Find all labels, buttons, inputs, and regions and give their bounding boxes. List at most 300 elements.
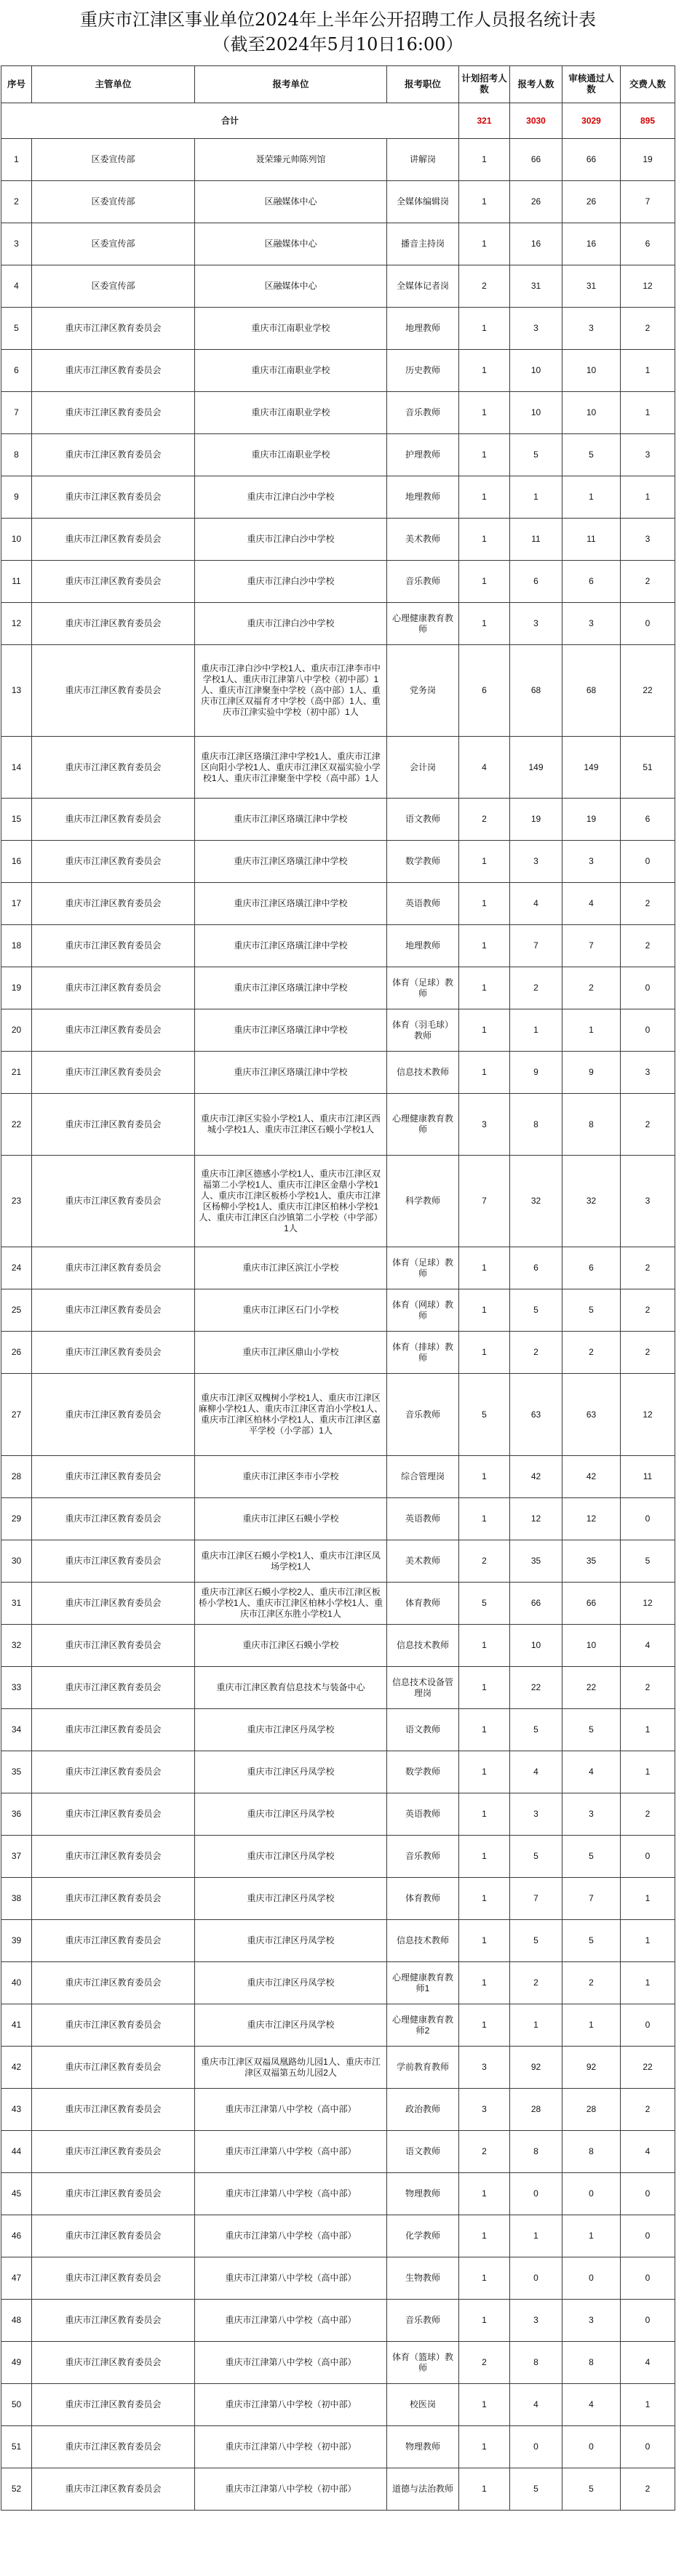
cell-passed: 10: [562, 392, 621, 434]
cell-dept: 重庆市江津区教育委员会: [32, 799, 195, 841]
cell-applied: 8: [510, 2131, 562, 2173]
total-passed: 3029: [562, 103, 621, 139]
table-row: [1, 434, 675, 476]
cell-paid: 4: [621, 2131, 675, 2173]
cell-paid: 0: [621, 603, 675, 645]
cell-position: 历史教师: [387, 350, 459, 392]
cell-plan: 1: [459, 1709, 510, 1751]
cell-plan: 1: [459, 841, 510, 883]
cell-position: 美术教师: [387, 1540, 459, 1583]
cell-position: 体育（足球）教师: [387, 967, 459, 1009]
cell-position: 讲解岗: [387, 139, 459, 181]
cell-passed: 26: [562, 181, 621, 223]
cell-position: 语文教师: [387, 799, 459, 841]
cell-position: 英语教师: [387, 1793, 459, 1836]
cell-passed: 5: [562, 1836, 621, 1878]
cell-paid: 5: [621, 1540, 675, 1583]
cell-position: 政治教师: [387, 2089, 459, 2131]
cell-position: 地理教师: [387, 476, 459, 519]
table-row: [1, 265, 675, 308]
cell-dept: 重庆市江津区教育委员会: [32, 1793, 195, 1836]
cell-seq: 36: [1, 1793, 32, 1836]
cell-unit: 重庆市江津白沙中学校: [195, 561, 387, 603]
cell-passed: 5: [562, 1709, 621, 1751]
cell-paid: 4: [621, 2342, 675, 2384]
cell-applied: 0: [510, 2426, 562, 2468]
total-plan: 321: [459, 103, 510, 139]
cell-paid: 1: [621, 1920, 675, 1962]
cell-plan: 1: [459, 1920, 510, 1962]
cell-unit: 重庆市江津区实验小学校1人、重庆市江津区西城小学校1人、重庆市江津区石蟆小学校1人: [195, 1094, 387, 1156]
cell-passed: 68: [562, 645, 621, 737]
cell-unit: 重庆市江津白沙中学校: [195, 603, 387, 645]
cell-applied: 7: [510, 925, 562, 967]
cell-plan: 1: [459, 1052, 510, 1094]
cell-plan: 1: [459, 2173, 510, 2215]
header-dept: 主管单位: [32, 66, 195, 103]
cell-position: 地理教师: [387, 308, 459, 350]
cell-position: 语文教师: [387, 1709, 459, 1751]
cell-dept: 重庆市江津区教育委员会: [32, 2089, 195, 2131]
cell-applied: 42: [510, 1456, 562, 1498]
cell-dept: 重庆市江津区教育委员会: [32, 1009, 195, 1052]
cell-plan: 1: [459, 603, 510, 645]
cell-plan: 1: [459, 2384, 510, 2426]
cell-applied: 1: [510, 476, 562, 519]
cell-passed: 4: [562, 883, 621, 925]
cell-seq: 9: [1, 476, 32, 519]
cell-dept: 重庆市江津区教育委员会: [32, 1052, 195, 1094]
cell-dept: 重庆市江津区教育委员会: [32, 561, 195, 603]
cell-position: 党务岗: [387, 645, 459, 737]
cell-seq: 17: [1, 883, 32, 925]
cell-plan: 3: [459, 2089, 510, 2131]
cell-passed: 5: [562, 434, 621, 476]
cell-passed: 3: [562, 2300, 621, 2342]
cell-paid: 0: [621, 1498, 675, 1540]
cell-position: 数学教师: [387, 841, 459, 883]
table-row: [1, 2468, 675, 2511]
cell-seq: 22: [1, 1094, 32, 1156]
total-label: 合计: [1, 103, 459, 139]
cell-seq: 16: [1, 841, 32, 883]
cell-paid: 7: [621, 181, 675, 223]
cell-dept: 重庆市江津区教育委员会: [32, 308, 195, 350]
cell-applied: 4: [510, 883, 562, 925]
table-row: [1, 181, 675, 223]
cell-applied: 8: [510, 1094, 562, 1156]
cell-seq: 29: [1, 1498, 32, 1540]
cell-position: 综合管理岗: [387, 1456, 459, 1498]
cell-plan: 1: [459, 1456, 510, 1498]
cell-passed: 42: [562, 1456, 621, 1498]
cell-plan: 1: [459, 139, 510, 181]
cell-position: 全媒体编辑岗: [387, 181, 459, 223]
table-row: [1, 2089, 675, 2131]
cell-passed: 7: [562, 1878, 621, 1920]
cell-seq: 43: [1, 2089, 32, 2131]
cell-passed: 2: [562, 1962, 621, 2004]
header-plan: 计划招考人数: [459, 66, 510, 103]
cell-unit: 重庆市江津第八中学校（初中部）: [195, 2426, 387, 2468]
cell-passed: 1: [562, 1009, 621, 1052]
table-row: [1, 2004, 675, 2047]
cell-plan: 1: [459, 925, 510, 967]
cell-applied: 2: [510, 967, 562, 1009]
cell-unit: 重庆市江津第八中学校（高中部）: [195, 2089, 387, 2131]
cell-applied: 66: [510, 1583, 562, 1625]
cell-unit: 重庆市江津区石蟆小学校: [195, 1498, 387, 1540]
cell-applied: 16: [510, 223, 562, 265]
cell-position: 语文教师: [387, 2131, 459, 2173]
cell-seq: 3: [1, 223, 32, 265]
cell-position: 会计岗: [387, 737, 459, 799]
cell-paid: 0: [621, 967, 675, 1009]
cell-paid: 2: [621, 1332, 675, 1374]
cell-position: 信息技术教师: [387, 1052, 459, 1094]
cell-paid: 1: [621, 1751, 675, 1793]
cell-seq: 26: [1, 1332, 32, 1374]
cell-position: 体育（羽毛球）教师: [387, 1009, 459, 1052]
cell-passed: 5: [562, 1920, 621, 1962]
cell-position: 心理健康教育教师: [387, 1094, 459, 1156]
cell-plan: 4: [459, 737, 510, 799]
cell-passed: 28: [562, 2089, 621, 2131]
cell-passed: 16: [562, 223, 621, 265]
cell-position: 英语教师: [387, 1498, 459, 1540]
cell-plan: 1: [459, 2215, 510, 2257]
cell-plan: 6: [459, 645, 510, 737]
cell-seq: 50: [1, 2384, 32, 2426]
cell-paid: 0: [621, 2215, 675, 2257]
cell-passed: 2: [562, 1332, 621, 1374]
cell-paid: 6: [621, 799, 675, 841]
cell-unit: 重庆市江津区珞璜江津中学校: [195, 841, 387, 883]
cell-dept: 区委宣传部: [32, 181, 195, 223]
cell-dept: 重庆市江津区教育委员会: [32, 1156, 195, 1247]
table-row: [1, 603, 675, 645]
cell-applied: 22: [510, 1667, 562, 1709]
cell-applied: 3: [510, 841, 562, 883]
cell-seq: 24: [1, 1247, 32, 1289]
cell-paid: 3: [621, 1156, 675, 1247]
header-unit: 报考单位: [195, 66, 387, 103]
cell-unit: 重庆市江津区珞璜江津中学校: [195, 799, 387, 841]
cell-dept: 重庆市江津区教育委员会: [32, 2300, 195, 2342]
cell-position: 校医岗: [387, 2384, 459, 2426]
cell-position: 音乐教师: [387, 2300, 459, 2342]
cell-dept: 区委宣传部: [32, 223, 195, 265]
cell-applied: 12: [510, 1498, 562, 1540]
cell-dept: 重庆市江津区教育委员会: [32, 2257, 195, 2300]
cell-paid: 1: [621, 476, 675, 519]
cell-position: 心理健康教育教师1: [387, 1962, 459, 2004]
cell-position: 生物教师: [387, 2257, 459, 2300]
cell-position: 物理教师: [387, 2426, 459, 2468]
cell-plan: 3: [459, 1094, 510, 1156]
cell-passed: 10: [562, 350, 621, 392]
cell-paid: 1: [621, 1962, 675, 2004]
cell-unit: 重庆市江津区丹凤学校: [195, 1793, 387, 1836]
cell-paid: 2: [621, 1247, 675, 1289]
cell-dept: 重庆市江津区教育委员会: [32, 476, 195, 519]
cell-dept: 重庆市江津区教育委员会: [32, 2215, 195, 2257]
table-row: [1, 1094, 675, 1156]
cell-dept: 重庆市江津区教育委员会: [32, 1751, 195, 1793]
cell-plan: 2: [459, 2131, 510, 2173]
cell-applied: 6: [510, 561, 562, 603]
cell-seq: 6: [1, 350, 32, 392]
cell-dept: 重庆市江津区教育委员会: [32, 2173, 195, 2215]
cell-seq: 4: [1, 265, 32, 308]
cell-paid: 12: [621, 1374, 675, 1456]
cell-paid: 0: [621, 2426, 675, 2468]
cell-passed: 0: [562, 2426, 621, 2468]
cell-seq: 32: [1, 1625, 32, 1667]
cell-passed: 5: [562, 2468, 621, 2511]
table-row: [1, 2426, 675, 2468]
cell-passed: 5: [562, 1289, 621, 1332]
cell-plan: 1: [459, 1667, 510, 1709]
table-row: [1, 519, 675, 561]
table-row: [1, 561, 675, 603]
cell-applied: 3: [510, 1793, 562, 1836]
cell-unit: 重庆市江南职业学校: [195, 308, 387, 350]
cell-seq: 21: [1, 1052, 32, 1094]
cell-paid: 1: [621, 2384, 675, 2426]
cell-paid: 1: [621, 392, 675, 434]
cell-seq: 51: [1, 2426, 32, 2468]
cell-dept: 重庆市江津区教育委员会: [32, 434, 195, 476]
cell-seq: 13: [1, 645, 32, 737]
cell-seq: 40: [1, 1962, 32, 2004]
cell-passed: 8: [562, 1094, 621, 1156]
header-position: 报考职位: [387, 66, 459, 103]
cell-seq: 20: [1, 1009, 32, 1052]
table-row: [1, 841, 675, 883]
table-row: [1, 883, 675, 925]
total-row: [1, 103, 675, 139]
cell-unit: 重庆市江津白沙中学校: [195, 476, 387, 519]
table-row: [1, 308, 675, 350]
cell-plan: 1: [459, 967, 510, 1009]
cell-dept: 区委宣传部: [32, 265, 195, 308]
cell-applied: 5: [510, 434, 562, 476]
header-passed: 审核通过人数: [562, 66, 621, 103]
cell-dept: 重庆市江津区教育委员会: [32, 883, 195, 925]
cell-unit: 重庆市江南职业学校: [195, 392, 387, 434]
cell-passed: 6: [562, 1247, 621, 1289]
table-row: [1, 967, 675, 1009]
cell-unit: 重庆市江津区丹凤学校: [195, 1709, 387, 1751]
cell-applied: 28: [510, 2089, 562, 2131]
header-seq: 序号: [1, 66, 32, 103]
cell-position: 道德与法治教师: [387, 2468, 459, 2511]
cell-seq: 27: [1, 1374, 32, 1456]
table-row: [1, 1498, 675, 1540]
table-row: [1, 2173, 675, 2215]
cell-dept: 重庆市江津区教育委员会: [32, 603, 195, 645]
cell-seq: 2: [1, 181, 32, 223]
cell-paid: 0: [621, 2300, 675, 2342]
cell-dept: 重庆市江津区教育委员会: [32, 2468, 195, 2511]
cell-unit: 区融媒体中心: [195, 181, 387, 223]
cell-applied: 3: [510, 2300, 562, 2342]
cell-paid: 2: [621, 1667, 675, 1709]
cell-passed: 9: [562, 1052, 621, 1094]
table-row: [1, 2257, 675, 2300]
cell-passed: 2: [562, 967, 621, 1009]
cell-applied: 32: [510, 1156, 562, 1247]
cell-paid: 0: [621, 1009, 675, 1052]
cell-paid: 2: [621, 308, 675, 350]
cell-passed: 6: [562, 561, 621, 603]
cell-plan: 2: [459, 2342, 510, 2384]
header-paid: 交费人数: [621, 66, 675, 103]
cell-applied: 35: [510, 1540, 562, 1583]
cell-seq: 12: [1, 603, 32, 645]
table-row: [1, 2342, 675, 2384]
table-row: [1, 139, 675, 181]
title-line-1: 重庆市江津区事业单位2024年上半年公开招聘工作人员报名统计表: [79, 9, 597, 30]
cell-paid: 22: [621, 2047, 675, 2089]
cell-position: 体育（篮球）教师: [387, 2342, 459, 2384]
cell-paid: 3: [621, 1052, 675, 1094]
cell-passed: 11: [562, 519, 621, 561]
cell-seq: 46: [1, 2215, 32, 2257]
cell-dept: 重庆市江津区教育委员会: [32, 1289, 195, 1332]
cell-seq: 45: [1, 2173, 32, 2215]
table-row: [1, 1289, 675, 1332]
cell-paid: 11: [621, 1456, 675, 1498]
cell-seq: 44: [1, 2131, 32, 2173]
cell-seq: 48: [1, 2300, 32, 2342]
table-row: [1, 1667, 675, 1709]
cell-unit: 重庆市江津区丹凤学校: [195, 1751, 387, 1793]
table-row: [1, 2215, 675, 2257]
cell-paid: 0: [621, 841, 675, 883]
table-row: [1, 476, 675, 519]
cell-plan: 1: [459, 2257, 510, 2300]
cell-seq: 30: [1, 1540, 32, 1583]
cell-seq: 8: [1, 434, 32, 476]
cell-position: 全媒体记者岗: [387, 265, 459, 308]
cell-applied: 2: [510, 1332, 562, 1374]
cell-applied: 5: [510, 1836, 562, 1878]
cell-seq: 28: [1, 1456, 32, 1498]
cell-unit: 重庆市江津区丹凤学校: [195, 1920, 387, 1962]
cell-position: 数学教师: [387, 1751, 459, 1793]
cell-plan: 1: [459, 1009, 510, 1052]
table-row: [1, 1878, 675, 1920]
cell-applied: 6: [510, 1247, 562, 1289]
cell-dept: 重庆市江津区教育委员会: [32, 967, 195, 1009]
cell-plan: 3: [459, 2047, 510, 2089]
cell-unit: 重庆市江津区丹凤学校: [195, 1878, 387, 1920]
cell-position: 地理教师: [387, 925, 459, 967]
cell-dept: 重庆市江津区教育委员会: [32, 2426, 195, 2468]
cell-plan: 1: [459, 2300, 510, 2342]
cell-paid: 2: [621, 2468, 675, 2511]
cell-applied: 26: [510, 181, 562, 223]
cell-position: 体育教师: [387, 1878, 459, 1920]
cell-paid: 51: [621, 737, 675, 799]
cell-dept: 区委宣传部: [32, 139, 195, 181]
cell-paid: 0: [621, 2173, 675, 2215]
cell-paid: 1: [621, 1709, 675, 1751]
cell-dept: 重庆市江津区教育委员会: [32, 841, 195, 883]
cell-paid: 2: [621, 2089, 675, 2131]
cell-position: 信息技术教师: [387, 1920, 459, 1962]
cell-position: 体育（网球）教师: [387, 1289, 459, 1332]
cell-position: 体育教师: [387, 1583, 459, 1625]
table-row: [1, 925, 675, 967]
cell-passed: 10: [562, 1625, 621, 1667]
cell-position: 信息技术教师: [387, 1625, 459, 1667]
table-row: [1, 1052, 675, 1094]
cell-applied: 10: [510, 392, 562, 434]
cell-dept: 重庆市江津区教育委员会: [32, 1625, 195, 1667]
cell-plan: 1: [459, 1793, 510, 1836]
cell-passed: 22: [562, 1667, 621, 1709]
cell-applied: 5: [510, 1709, 562, 1751]
table-row: [1, 1793, 675, 1836]
cell-seq: 10: [1, 519, 32, 561]
table-header-row: [1, 66, 675, 103]
cell-dept: 重庆市江津区教育委员会: [32, 1247, 195, 1289]
cell-dept: 重庆市江津区教育委员会: [32, 392, 195, 434]
cell-applied: 1: [510, 2004, 562, 2047]
cell-unit: 重庆市江津第八中学校（高中部）: [195, 2215, 387, 2257]
cell-plan: 1: [459, 2004, 510, 2047]
cell-passed: 3: [562, 1793, 621, 1836]
cell-unit: 重庆市江南职业学校: [195, 434, 387, 476]
cell-position: 音乐教师: [387, 561, 459, 603]
cell-dept: 重庆市江津区教育委员会: [32, 925, 195, 967]
cell-plan: 1: [459, 1962, 510, 2004]
cell-position: 音乐教师: [387, 1836, 459, 1878]
cell-paid: 1: [621, 1878, 675, 1920]
total-paid: 895: [621, 103, 675, 139]
table-row: [1, 223, 675, 265]
cell-paid: 2: [621, 1094, 675, 1156]
table-row: [1, 2131, 675, 2173]
cell-unit: 重庆市江津区滨江小学校: [195, 1247, 387, 1289]
cell-unit: 区融媒体中心: [195, 223, 387, 265]
cell-dept: 重庆市江津区教育委员会: [32, 2004, 195, 2047]
cell-unit: 重庆市江津区珞璜江津中学校: [195, 1052, 387, 1094]
cell-applied: 1: [510, 1009, 562, 1052]
cell-position: 科学教师: [387, 1156, 459, 1247]
cell-applied: 11: [510, 519, 562, 561]
cell-seq: 5: [1, 308, 32, 350]
cell-seq: 23: [1, 1156, 32, 1247]
cell-seq: 1: [1, 139, 32, 181]
cell-applied: 3: [510, 603, 562, 645]
table-row: [1, 737, 675, 799]
document-title: [0, 0, 676, 65]
cell-plan: 1: [459, 1878, 510, 1920]
cell-dept: 重庆市江津区教育委员会: [32, 2342, 195, 2384]
table-row: [1, 1920, 675, 1962]
cell-paid: 2: [621, 883, 675, 925]
cell-seq: 42: [1, 2047, 32, 2089]
cell-plan: 1: [459, 2426, 510, 2468]
cell-seq: 52: [1, 2468, 32, 2511]
cell-applied: 10: [510, 350, 562, 392]
title-line-2: （截至2024年5月10日16:00）: [212, 34, 464, 55]
cell-dept: 重庆市江津区教育委员会: [32, 1374, 195, 1456]
